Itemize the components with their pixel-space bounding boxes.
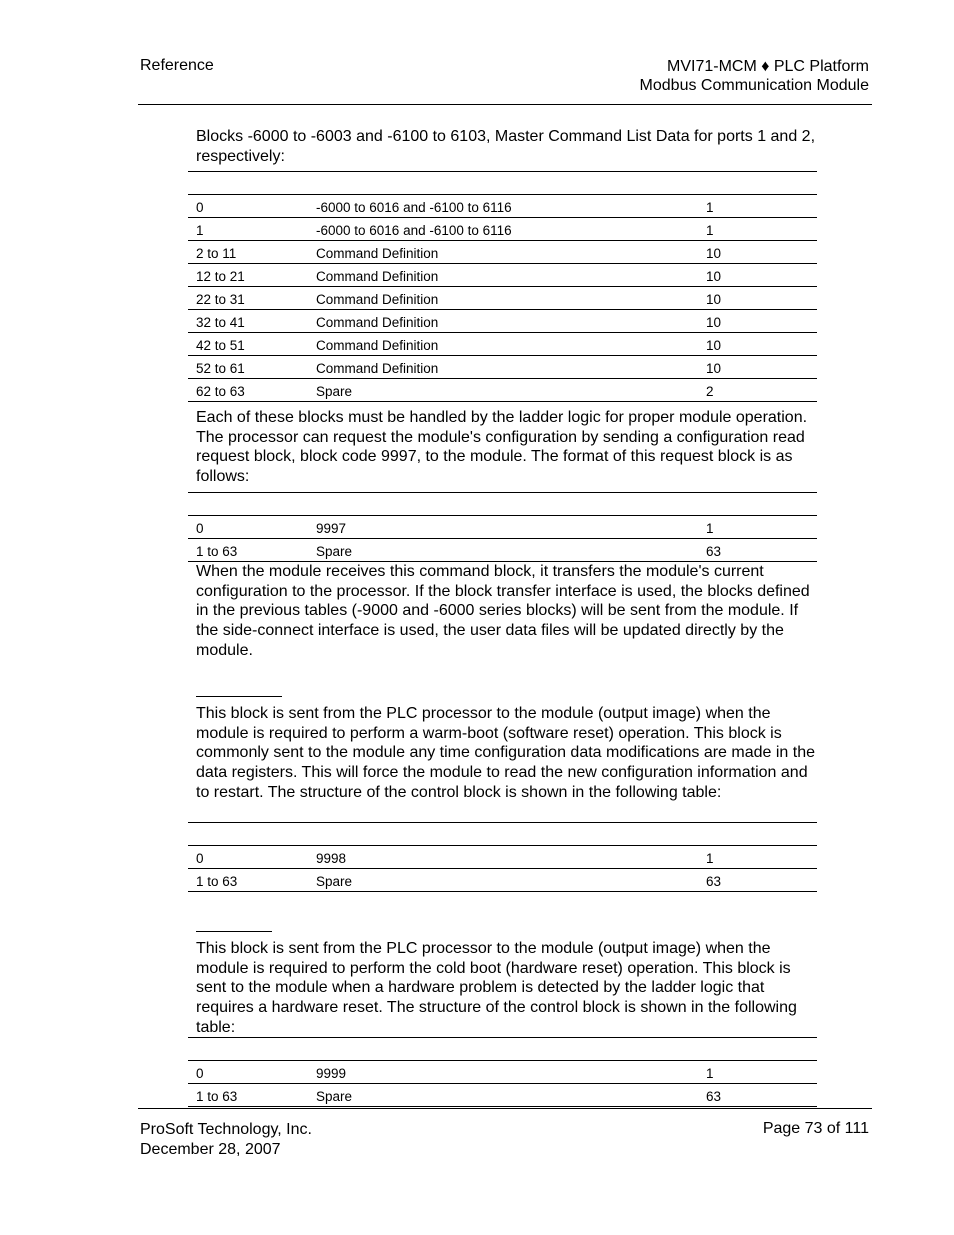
table-row — [188, 1061, 817, 1084]
table-cell: 63 — [706, 874, 722, 889]
table-row — [188, 310, 817, 333]
table-row — [188, 195, 817, 218]
table-cell: 1 to 63 — [196, 544, 238, 559]
table-cell: 0 — [196, 200, 204, 215]
table-cell: 0 — [196, 1066, 204, 1081]
table-cell: 2 to 11 — [196, 246, 237, 261]
table-cell: Command Definition — [316, 338, 439, 353]
intro-paragraph: Blocks -6000 to -6003 and -6100 to 6103, Master Command List Data for ports 1 and 2, respectively: — [196, 128, 816, 165]
table-cell: 1 — [706, 223, 714, 238]
table-cell: -6000 to 6016 and -6100 to 6116 — [316, 223, 512, 238]
table1-top-rule — [188, 171, 817, 172]
warm-boot-paragraph: This block is sent from the PLC processor to the module (output image) when the module is required to perform a warm-boot (software reset) operation. This block is commonly sent to the module any time configuration data modifications are made in the data registers. This will force the module to read the new configuration information and to restart. The structure of the control block is shown in the following table: — [196, 705, 815, 801]
table-row — [188, 241, 817, 264]
transfer-paragraph: When the module receives this command block, it transfers the module's current configuration to the processor. If the block transfer interface is used, the blocks defined in the previous tables (-9000 and -6000 series blocks) will be sent from the module. If the side-connect interface is used, the user data files will be updated directly by the module. — [196, 563, 810, 659]
table-row — [188, 869, 817, 892]
table-cell: Spare — [316, 544, 353, 559]
table-cell: 1 — [706, 200, 714, 215]
table-cell: 1 to 63 — [196, 874, 238, 889]
table-cell: 22 to 31 — [196, 292, 245, 307]
cold-boot-paragraph: This block is sent from the PLC processor to the module (output image) when the module is required to perform the cold boot (hardware reset) operation. This block is sent to the module when a hardware problem is detected by the ladder logic that requires a hardware reset. The structure of the control block is shown in the following table: — [196, 940, 797, 1036]
table-cell: 9997 — [316, 521, 347, 536]
table-cell: 1 — [706, 1066, 714, 1081]
table4-top-rule — [188, 1037, 817, 1038]
table-cell: 52 to 61 — [196, 361, 245, 376]
header-rule — [138, 104, 872, 105]
table3-top-rule — [188, 822, 817, 823]
table-cell: 1 — [706, 851, 714, 866]
warm-boot-table — [188, 845, 817, 892]
table-cell: 10 — [706, 269, 722, 284]
header-title-block — [640, 57, 869, 95]
table2-top-rule — [188, 492, 817, 493]
table-cell: 63 — [706, 1089, 722, 1104]
table-row — [188, 356, 817, 379]
config-request-table — [188, 515, 817, 562]
table-cell: 62 to 63 — [196, 384, 245, 399]
table-row — [188, 539, 817, 562]
footer-page-number: Page 73 of 111 — [762, 1120, 869, 1137]
footer-left — [140, 1120, 312, 1159]
table-cell: Spare — [316, 874, 353, 889]
table-cell: Spare — [316, 1089, 353, 1104]
footer-company: ProSoft Technology, Inc. — [140, 1121, 312, 1138]
table-row — [188, 218, 817, 241]
config-request-paragraph: Each of these blocks must be handled by the ladder logic for proper module operation. The processor can request the module's configuration by sending a configuration read request block, block code 9997, to the module. The format of this request block is as follows: — [196, 409, 808, 486]
table-cell: Command Definition — [316, 361, 439, 376]
table-row — [188, 333, 817, 356]
table-cell: 10 — [706, 315, 722, 330]
table-row — [188, 287, 817, 310]
header-subtitle: Modbus Communication Module — [639, 77, 869, 94]
cold-boot-table — [188, 1060, 817, 1107]
table-cell: Command Definition — [316, 292, 439, 307]
table-row — [188, 516, 817, 539]
header-product: MVI71-MCM ♦ PLC Platform — [667, 58, 869, 75]
footer-date: December 28, 2007 — [140, 1140, 281, 1158]
table-cell: Spare — [316, 384, 353, 399]
table-cell: -6000 to 6016 and -6100 to 6116 — [316, 200, 512, 215]
table-row — [188, 1084, 817, 1107]
table-cell: 9999 — [316, 1066, 347, 1081]
warm-boot-heading-rule — [196, 696, 282, 697]
header-section: Reference — [140, 57, 214, 74]
table-cell: 12 to 21 — [196, 269, 245, 284]
table-cell: 1 — [196, 223, 204, 238]
table-cell: 10 — [706, 292, 722, 307]
table-cell: 42 to 51 — [196, 338, 245, 353]
table-cell: 32 to 41 — [196, 315, 245, 330]
table-cell: Command Definition — [316, 269, 439, 284]
table-row — [188, 264, 817, 287]
table-row — [188, 846, 817, 869]
table-cell: 10 — [706, 361, 722, 376]
command-list-table — [188, 194, 817, 402]
table-cell: 1 — [706, 521, 714, 536]
table-cell: 2 — [706, 384, 714, 399]
table-cell: Command Definition — [316, 315, 439, 330]
table-row — [188, 379, 817, 402]
table-cell: 10 — [706, 338, 722, 353]
table-cell: Command Definition — [316, 246, 439, 261]
table-cell: 1 to 63 — [196, 1089, 238, 1104]
table-cell: 0 — [196, 851, 204, 866]
cold-boot-heading-rule — [196, 931, 272, 932]
footer-rule — [138, 1108, 872, 1109]
table-cell: 63 — [706, 544, 722, 559]
table-cell: 9998 — [316, 851, 347, 866]
table-cell: 0 — [196, 521, 204, 536]
table-cell: 10 — [706, 246, 722, 261]
